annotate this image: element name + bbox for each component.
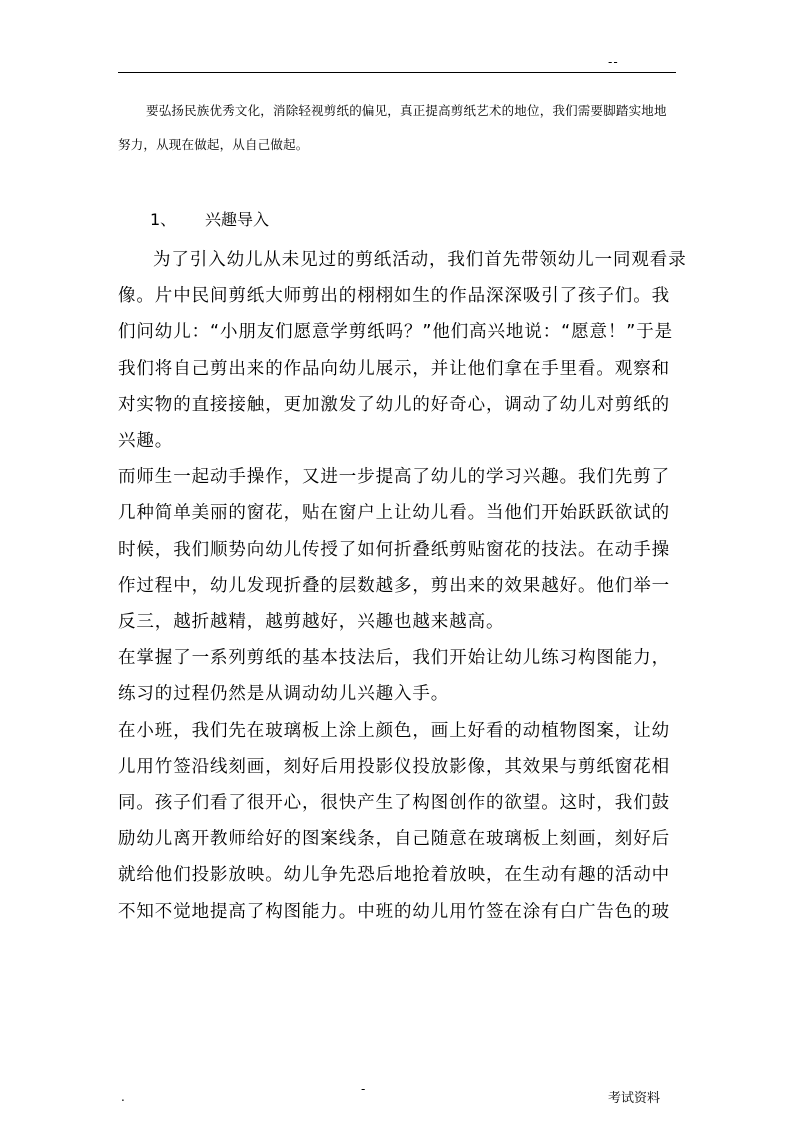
section-title: 兴趣导入 — [205, 210, 270, 229]
intro-paragraph — [118, 94, 678, 162]
intro-text: 要弘扬民族优秀文化，消除轻视剪纸的偏见，真正提高剪纸艺术的地位，我们需要脚踏实地地努力，从现在做起，从自己做起。 — [118, 103, 667, 152]
paragraph: 而师生一起动手操作，又进一步提高了幼儿的学习兴趣。我们先剪了几种简单美丽的窗花，贴在窗户上让幼儿看。当他们开始跃跃欲试的时候，我们顺势向幼儿传授了如何折叠纸剪贴窗花的技法。在动手操作过程中，幼儿发现折叠的层数越多，剪出来的效果越好。他们举一反三，越折越精，越剪越好，兴趣也越来越高。 — [118, 467, 670, 633]
paragraph: 在小班，我们先在玻璃板上涂上颜色，画上好看的动植物图案，让幼儿用竹签沿线刻画，刻好后用投影仪投放影像，其效果与剪纸窗花相同。孩子们看了很开心，很快产生了构图创作的欲望。这时，我们鼓励幼儿离开教师给好的图案线条，自己随意在玻璃板上刻画，刻好后就给他们投影放映。幼儿争先恐后地抢着放映，在生动有趣的活动中不知不觉地提高了构图能力。中班的幼儿用竹签在涂有白广告色的玻 — [118, 720, 670, 922]
paragraph: 为了引入幼儿从未见过的剪纸活动，我们首先带领幼儿一同观看录像。片中民间剪纸大师剪出的栩栩如生的作品深深吸引了孩子们。我们问幼儿：“小朋友们愿意学剪纸吗？”他们高兴地说：“愿意！”于是我们将自己剪出来的作品向幼儿展示，并让他们拿在手里看。观察和对实物的直接接触，更加激发了幼儿的好奇心，调动了幼儿对剪纸的兴趣。 — [118, 250, 687, 452]
section-heading — [150, 207, 269, 230]
footer-dot: . — [121, 1090, 125, 1104]
header-mark: -- — [608, 55, 619, 69]
paragraph: 在掌握了一系列剪纸的基本技法后，我们开始让幼儿练习构图能力，练习的过程仍然是从调动幼儿兴趣入手。 — [118, 648, 670, 705]
body-text — [118, 242, 688, 930]
footer-page-dash: - — [361, 1082, 366, 1096]
section-number: 1、 — [150, 210, 177, 229]
header-rule — [118, 72, 676, 73]
footer-label: 考试资料 — [608, 1091, 661, 1106]
